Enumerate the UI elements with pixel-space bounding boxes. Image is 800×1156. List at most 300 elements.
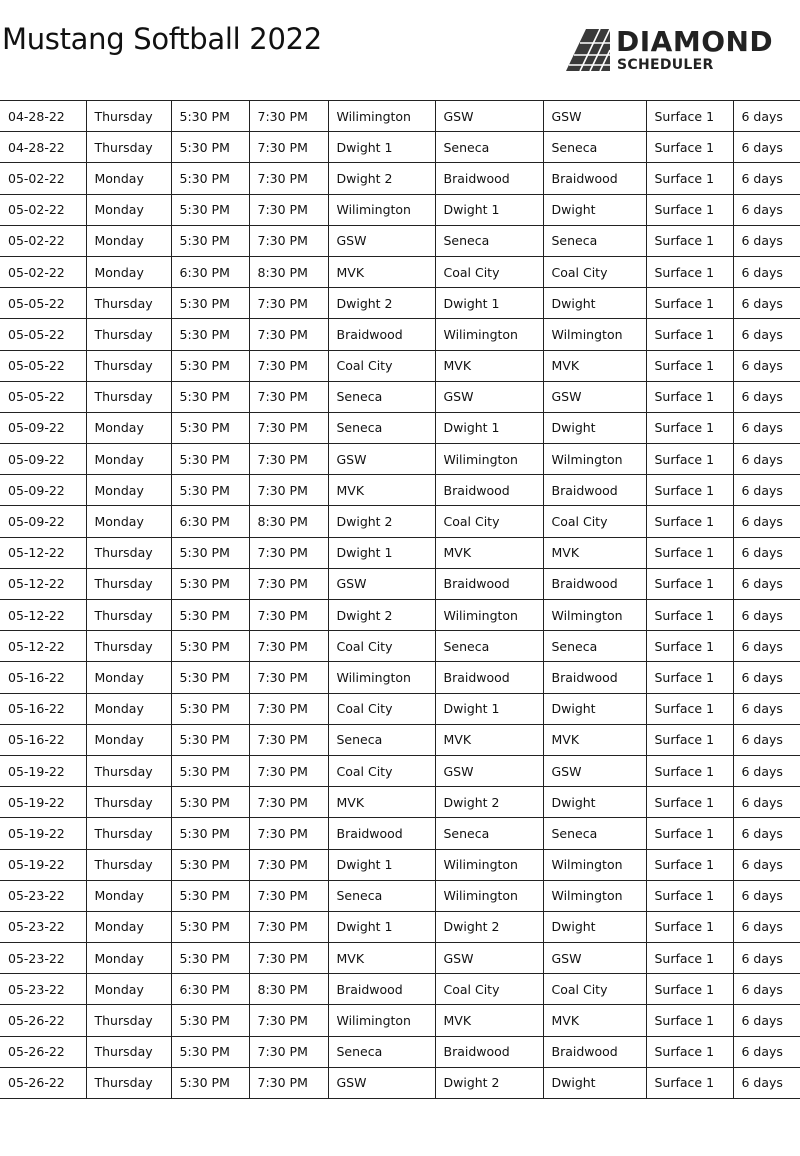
- day-cell: Monday: [86, 662, 171, 693]
- away-team-cell: Dwight 2: [328, 288, 435, 319]
- away-team-cell: Braidwood: [328, 818, 435, 849]
- page-header: [0, 0, 800, 100]
- start-time-cell: 5:30 PM: [171, 849, 249, 880]
- end-time-cell: 7:30 PM: [249, 101, 328, 132]
- start-time-cell: 5:30 PM: [171, 288, 249, 319]
- day-cell: Thursday: [86, 755, 171, 786]
- date-cell: 05-23-22: [0, 974, 86, 1005]
- location-cell: Seneca: [543, 631, 646, 662]
- day-cell: Monday: [86, 256, 171, 287]
- day-cell: Thursday: [86, 288, 171, 319]
- date-cell: 05-23-22: [0, 943, 86, 974]
- end-time-cell: 7:30 PM: [249, 755, 328, 786]
- date-cell: 04-28-22: [0, 101, 86, 132]
- location-cell: Braidwood: [543, 475, 646, 506]
- surface-cell: Surface 1: [646, 911, 733, 942]
- table-row: [0, 288, 800, 319]
- logo-wordmark: DIAMOND: [616, 25, 774, 58]
- surface-cell: Surface 1: [646, 662, 733, 693]
- start-time-cell: 5:30 PM: [171, 631, 249, 662]
- home-team-cell: GSW: [435, 943, 543, 974]
- surface-cell: Surface 1: [646, 319, 733, 350]
- date-cell: 05-09-22: [0, 506, 86, 537]
- surface-cell: Surface 1: [646, 444, 733, 475]
- home-team-cell: MVK: [435, 724, 543, 755]
- surface-cell: Surface 1: [646, 974, 733, 1005]
- table-row: [0, 132, 800, 163]
- start-time-cell: 5:30 PM: [171, 693, 249, 724]
- reminder-cell: 6 days: [733, 288, 800, 319]
- date-cell: 05-26-22: [0, 1067, 86, 1098]
- reminder-cell: 6 days: [733, 1036, 800, 1067]
- table-row: [0, 475, 800, 506]
- table-row: [0, 319, 800, 350]
- reminder-cell: 6 days: [733, 101, 800, 132]
- location-cell: Seneca: [543, 225, 646, 256]
- date-cell: 05-05-22: [0, 288, 86, 319]
- surface-cell: Surface 1: [646, 818, 733, 849]
- reminder-cell: 6 days: [733, 225, 800, 256]
- date-cell: 05-26-22: [0, 1005, 86, 1036]
- location-cell: Braidwood: [543, 662, 646, 693]
- away-team-cell: MVK: [328, 943, 435, 974]
- day-cell: Thursday: [86, 1005, 171, 1036]
- away-team-cell: Dwight 2: [328, 163, 435, 194]
- day-cell: Monday: [86, 225, 171, 256]
- start-time-cell: 5:30 PM: [171, 475, 249, 506]
- away-team-cell: Dwight 2: [328, 506, 435, 537]
- away-team-cell: Dwight 1: [328, 537, 435, 568]
- date-cell: 05-02-22: [0, 225, 86, 256]
- home-team-cell: Seneca: [435, 818, 543, 849]
- date-cell: 05-26-22: [0, 1036, 86, 1067]
- table-row: [0, 818, 800, 849]
- location-cell: MVK: [543, 1005, 646, 1036]
- home-team-cell: Wilimington: [435, 880, 543, 911]
- location-cell: Braidwood: [543, 1036, 646, 1067]
- start-time-cell: 5:30 PM: [171, 194, 249, 225]
- start-time-cell: 5:30 PM: [171, 600, 249, 631]
- away-team-cell: MVK: [328, 475, 435, 506]
- day-cell: Monday: [86, 880, 171, 911]
- home-team-cell: GSW: [435, 381, 543, 412]
- start-time-cell: 5:30 PM: [171, 381, 249, 412]
- location-cell: Wilmington: [543, 319, 646, 350]
- away-team-cell: Dwight 1: [328, 911, 435, 942]
- home-team-cell: Wilimington: [435, 444, 543, 475]
- location-cell: Coal City: [543, 256, 646, 287]
- location-cell: Wilmington: [543, 849, 646, 880]
- surface-cell: Surface 1: [646, 1036, 733, 1067]
- end-time-cell: 7:30 PM: [249, 724, 328, 755]
- end-time-cell: 7:30 PM: [249, 350, 328, 381]
- reminder-cell: 6 days: [733, 693, 800, 724]
- date-cell: 05-19-22: [0, 755, 86, 786]
- home-team-cell: GSW: [435, 101, 543, 132]
- table-row: [0, 506, 800, 537]
- away-team-cell: Seneca: [328, 1036, 435, 1067]
- away-team-cell: GSW: [328, 225, 435, 256]
- away-team-cell: MVK: [328, 787, 435, 818]
- day-cell: Thursday: [86, 319, 171, 350]
- away-team-cell: Braidwood: [328, 319, 435, 350]
- table-row: [0, 600, 800, 631]
- start-time-cell: 6:30 PM: [171, 974, 249, 1005]
- reminder-cell: 6 days: [733, 163, 800, 194]
- end-time-cell: 7:30 PM: [249, 880, 328, 911]
- day-cell: Thursday: [86, 849, 171, 880]
- end-time-cell: 7:30 PM: [249, 818, 328, 849]
- date-cell: 05-16-22: [0, 693, 86, 724]
- end-time-cell: 7:30 PM: [249, 444, 328, 475]
- home-team-cell: Dwight 1: [435, 288, 543, 319]
- location-cell: Coal City: [543, 974, 646, 1005]
- location-cell: Wilmington: [543, 444, 646, 475]
- home-team-cell: Coal City: [435, 974, 543, 1005]
- date-cell: 05-16-22: [0, 724, 86, 755]
- start-time-cell: 5:30 PM: [171, 662, 249, 693]
- start-time-cell: 5:30 PM: [171, 412, 249, 443]
- day-cell: Thursday: [86, 101, 171, 132]
- table-row: [0, 412, 800, 443]
- surface-cell: Surface 1: [646, 132, 733, 163]
- location-cell: GSW: [543, 101, 646, 132]
- date-cell: 05-02-22: [0, 256, 86, 287]
- surface-cell: Surface 1: [646, 755, 733, 786]
- location-cell: Dwight: [543, 194, 646, 225]
- home-team-cell: Seneca: [435, 225, 543, 256]
- home-team-cell: Braidwood: [435, 475, 543, 506]
- start-time-cell: 5:30 PM: [171, 537, 249, 568]
- location-cell: Dwight: [543, 1067, 646, 1098]
- reminder-cell: 6 days: [733, 787, 800, 818]
- diamond-grid-icon: [566, 27, 612, 73]
- table-row: [0, 943, 800, 974]
- day-cell: Thursday: [86, 568, 171, 599]
- table-row: [0, 1036, 800, 1067]
- away-team-cell: MVK: [328, 256, 435, 287]
- home-team-cell: Braidwood: [435, 662, 543, 693]
- day-cell: Thursday: [86, 1036, 171, 1067]
- start-time-cell: 5:30 PM: [171, 225, 249, 256]
- table-row: [0, 911, 800, 942]
- surface-cell: Surface 1: [646, 506, 733, 537]
- reminder-cell: 6 days: [733, 662, 800, 693]
- reminder-cell: 6 days: [733, 724, 800, 755]
- day-cell: Monday: [86, 911, 171, 942]
- location-cell: Dwight: [543, 911, 646, 942]
- reminder-cell: 6 days: [733, 568, 800, 599]
- location-cell: GSW: [543, 755, 646, 786]
- day-cell: Thursday: [86, 381, 171, 412]
- reminder-cell: 6 days: [733, 974, 800, 1005]
- start-time-cell: 5:30 PM: [171, 163, 249, 194]
- start-time-cell: 5:30 PM: [171, 1036, 249, 1067]
- surface-cell: Surface 1: [646, 163, 733, 194]
- start-time-cell: 5:30 PM: [171, 911, 249, 942]
- reminder-cell: 6 days: [733, 537, 800, 568]
- location-cell: Dwight: [543, 288, 646, 319]
- reminder-cell: 6 days: [733, 880, 800, 911]
- day-cell: Monday: [86, 412, 171, 443]
- date-cell: 05-23-22: [0, 880, 86, 911]
- surface-cell: Surface 1: [646, 693, 733, 724]
- surface-cell: Surface 1: [646, 194, 733, 225]
- surface-cell: Surface 1: [646, 350, 733, 381]
- away-team-cell: Seneca: [328, 381, 435, 412]
- day-cell: Thursday: [86, 818, 171, 849]
- location-cell: Dwight: [543, 412, 646, 443]
- table-row: [0, 1067, 800, 1098]
- reminder-cell: 6 days: [733, 755, 800, 786]
- end-time-cell: 7:30 PM: [249, 288, 328, 319]
- home-team-cell: Coal City: [435, 506, 543, 537]
- date-cell: 05-09-22: [0, 412, 86, 443]
- table-row: [0, 101, 800, 132]
- table-row: [0, 631, 800, 662]
- reminder-cell: 6 days: [733, 1067, 800, 1098]
- table-row: [0, 880, 800, 911]
- home-team-cell: Wilimington: [435, 849, 543, 880]
- surface-cell: Surface 1: [646, 880, 733, 911]
- home-team-cell: Braidwood: [435, 568, 543, 599]
- reminder-cell: 6 days: [733, 911, 800, 942]
- reminder-cell: 6 days: [733, 256, 800, 287]
- end-time-cell: 7:30 PM: [249, 475, 328, 506]
- reminder-cell: 6 days: [733, 132, 800, 163]
- home-team-cell: Dwight 2: [435, 911, 543, 942]
- date-cell: 05-05-22: [0, 350, 86, 381]
- date-cell: 05-19-22: [0, 818, 86, 849]
- surface-cell: Surface 1: [646, 381, 733, 412]
- location-cell: Wilmington: [543, 880, 646, 911]
- start-time-cell: 5:30 PM: [171, 132, 249, 163]
- day-cell: Monday: [86, 444, 171, 475]
- table-row: [0, 568, 800, 599]
- date-cell: 05-16-22: [0, 662, 86, 693]
- end-time-cell: 7:30 PM: [249, 537, 328, 568]
- surface-cell: Surface 1: [646, 537, 733, 568]
- table-row: [0, 537, 800, 568]
- table-row: [0, 163, 800, 194]
- day-cell: Thursday: [86, 1067, 171, 1098]
- end-time-cell: 8:30 PM: [249, 974, 328, 1005]
- start-time-cell: 5:30 PM: [171, 787, 249, 818]
- home-team-cell: Braidwood: [435, 163, 543, 194]
- day-cell: Monday: [86, 506, 171, 537]
- day-cell: Monday: [86, 475, 171, 506]
- location-cell: Braidwood: [543, 568, 646, 599]
- diamond-scheduler-logo: [566, 27, 798, 75]
- home-team-cell: Braidwood: [435, 1036, 543, 1067]
- start-time-cell: 5:30 PM: [171, 101, 249, 132]
- location-cell: Seneca: [543, 818, 646, 849]
- away-team-cell: GSW: [328, 1067, 435, 1098]
- table-row: [0, 225, 800, 256]
- surface-cell: Surface 1: [646, 256, 733, 287]
- away-team-cell: Coal City: [328, 693, 435, 724]
- day-cell: Thursday: [86, 631, 171, 662]
- away-team-cell: Seneca: [328, 412, 435, 443]
- date-cell: 05-12-22: [0, 537, 86, 568]
- end-time-cell: 7:30 PM: [249, 1005, 328, 1036]
- home-team-cell: MVK: [435, 350, 543, 381]
- home-team-cell: GSW: [435, 755, 543, 786]
- surface-cell: Surface 1: [646, 225, 733, 256]
- home-team-cell: Seneca: [435, 132, 543, 163]
- surface-cell: Surface 1: [646, 101, 733, 132]
- home-team-cell: Seneca: [435, 631, 543, 662]
- start-time-cell: 5:30 PM: [171, 943, 249, 974]
- away-team-cell: Wilimington: [328, 194, 435, 225]
- start-time-cell: 5:30 PM: [171, 444, 249, 475]
- table-row: [0, 444, 800, 475]
- surface-cell: Surface 1: [646, 1067, 733, 1098]
- table-row: [0, 256, 800, 287]
- date-cell: 05-09-22: [0, 475, 86, 506]
- location-cell: Dwight: [543, 787, 646, 818]
- start-time-cell: 5:30 PM: [171, 880, 249, 911]
- home-team-cell: Dwight 1: [435, 412, 543, 443]
- end-time-cell: 7:30 PM: [249, 225, 328, 256]
- away-team-cell: Dwight 2: [328, 600, 435, 631]
- reminder-cell: 6 days: [733, 1005, 800, 1036]
- page-title: Mustang Softball 2022: [2, 22, 322, 56]
- away-team-cell: Seneca: [328, 880, 435, 911]
- location-cell: Seneca: [543, 132, 646, 163]
- start-time-cell: 6:30 PM: [171, 506, 249, 537]
- end-time-cell: 7:30 PM: [249, 163, 328, 194]
- reminder-cell: 6 days: [733, 194, 800, 225]
- away-team-cell: GSW: [328, 568, 435, 599]
- location-cell: Wilmington: [543, 600, 646, 631]
- date-cell: 05-09-22: [0, 444, 86, 475]
- location-cell: MVK: [543, 537, 646, 568]
- location-cell: Braidwood: [543, 163, 646, 194]
- home-team-cell: Dwight 1: [435, 194, 543, 225]
- end-time-cell: 7:30 PM: [249, 319, 328, 350]
- day-cell: Thursday: [86, 350, 171, 381]
- start-time-cell: 5:30 PM: [171, 755, 249, 786]
- reminder-cell: 6 days: [733, 319, 800, 350]
- away-team-cell: Coal City: [328, 755, 435, 786]
- away-team-cell: GSW: [328, 444, 435, 475]
- date-cell: 05-19-22: [0, 787, 86, 818]
- end-time-cell: 7:30 PM: [249, 849, 328, 880]
- date-cell: 05-12-22: [0, 600, 86, 631]
- end-time-cell: 7:30 PM: [249, 631, 328, 662]
- surface-cell: Surface 1: [646, 412, 733, 443]
- table-row: [0, 1005, 800, 1036]
- logo-subtitle: SCHEDULER: [617, 57, 714, 73]
- table-row: [0, 974, 800, 1005]
- date-cell: 05-19-22: [0, 849, 86, 880]
- schedule-rows: [0, 101, 800, 1099]
- end-time-cell: 7:30 PM: [249, 1067, 328, 1098]
- surface-cell: Surface 1: [646, 475, 733, 506]
- day-cell: Monday: [86, 724, 171, 755]
- schedule-table: [0, 100, 800, 1099]
- location-cell: MVK: [543, 724, 646, 755]
- day-cell: Thursday: [86, 132, 171, 163]
- day-cell: Monday: [86, 943, 171, 974]
- start-time-cell: 5:30 PM: [171, 350, 249, 381]
- home-team-cell: Dwight 1: [435, 693, 543, 724]
- surface-cell: Surface 1: [646, 724, 733, 755]
- home-team-cell: MVK: [435, 1005, 543, 1036]
- date-cell: 05-12-22: [0, 568, 86, 599]
- surface-cell: Surface 1: [646, 568, 733, 599]
- reminder-cell: 6 days: [733, 943, 800, 974]
- end-time-cell: 7:30 PM: [249, 662, 328, 693]
- start-time-cell: 5:30 PM: [171, 1067, 249, 1098]
- end-time-cell: 8:30 PM: [249, 256, 328, 287]
- start-time-cell: 5:30 PM: [171, 1005, 249, 1036]
- reminder-cell: 6 days: [733, 600, 800, 631]
- away-team-cell: Coal City: [328, 350, 435, 381]
- away-team-cell: Wilimington: [328, 662, 435, 693]
- reminder-cell: 6 days: [733, 506, 800, 537]
- day-cell: Thursday: [86, 537, 171, 568]
- table-row: [0, 849, 800, 880]
- away-team-cell: Braidwood: [328, 974, 435, 1005]
- home-team-cell: Wilimington: [435, 600, 543, 631]
- end-time-cell: 7:30 PM: [249, 693, 328, 724]
- reminder-cell: 6 days: [733, 444, 800, 475]
- away-team-cell: Seneca: [328, 724, 435, 755]
- end-time-cell: 7:30 PM: [249, 600, 328, 631]
- date-cell: 05-23-22: [0, 911, 86, 942]
- end-time-cell: 7:30 PM: [249, 132, 328, 163]
- start-time-cell: 5:30 PM: [171, 724, 249, 755]
- start-time-cell: 5:30 PM: [171, 568, 249, 599]
- table-row: [0, 662, 800, 693]
- table-row: [0, 724, 800, 755]
- start-time-cell: 5:30 PM: [171, 319, 249, 350]
- end-time-cell: 7:30 PM: [249, 911, 328, 942]
- table-row: [0, 693, 800, 724]
- table-row: [0, 350, 800, 381]
- surface-cell: Surface 1: [646, 943, 733, 974]
- end-time-cell: 7:30 PM: [249, 787, 328, 818]
- date-cell: 05-12-22: [0, 631, 86, 662]
- reminder-cell: 6 days: [733, 381, 800, 412]
- reminder-cell: 6 days: [733, 475, 800, 506]
- day-cell: Monday: [86, 974, 171, 1005]
- end-time-cell: 7:30 PM: [249, 1036, 328, 1067]
- reminder-cell: 6 days: [733, 350, 800, 381]
- surface-cell: Surface 1: [646, 787, 733, 818]
- table-row: [0, 194, 800, 225]
- surface-cell: Surface 1: [646, 631, 733, 662]
- date-cell: 05-05-22: [0, 381, 86, 412]
- location-cell: Dwight: [543, 693, 646, 724]
- reminder-cell: 6 days: [733, 412, 800, 443]
- home-team-cell: Dwight 2: [435, 787, 543, 818]
- location-cell: GSW: [543, 381, 646, 412]
- day-cell: Thursday: [86, 600, 171, 631]
- reminder-cell: 6 days: [733, 631, 800, 662]
- home-team-cell: Coal City: [435, 256, 543, 287]
- home-team-cell: MVK: [435, 537, 543, 568]
- away-team-cell: Coal City: [328, 631, 435, 662]
- reminder-cell: 6 days: [733, 849, 800, 880]
- day-cell: Monday: [86, 693, 171, 724]
- surface-cell: Surface 1: [646, 288, 733, 319]
- away-team-cell: Wilimington: [328, 101, 435, 132]
- end-time-cell: 8:30 PM: [249, 506, 328, 537]
- start-time-cell: 5:30 PM: [171, 818, 249, 849]
